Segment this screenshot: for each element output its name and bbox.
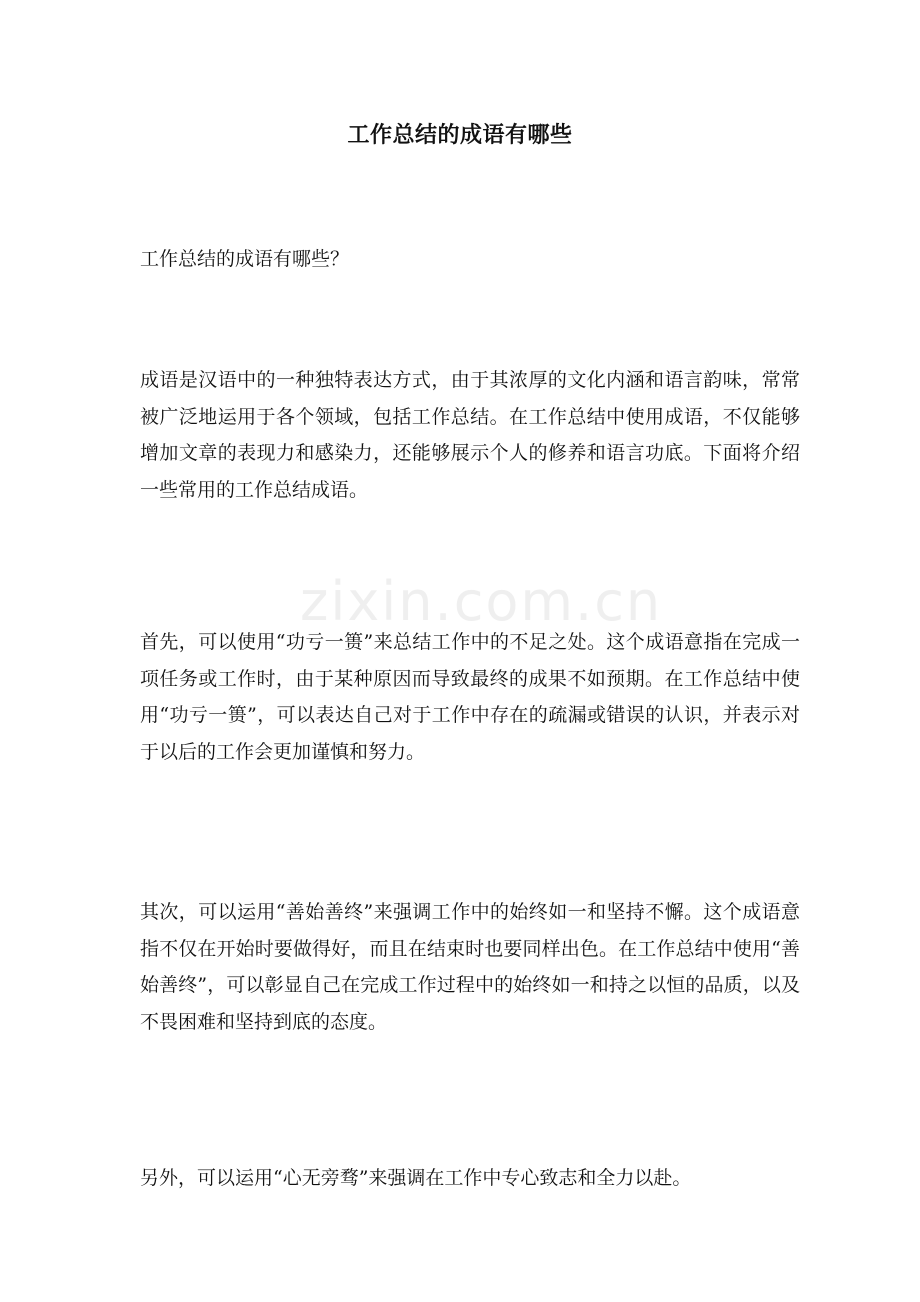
- paragraph-second-idiom: 其次，可以运用“善始善终”来强调工作中的始终如一和坚持不懈。这个成语意指不仅在开始时要做得好，而且在结束时也要同样出色。在工作总结中使用“善始善终”，可以彰显自己在完成工作过程中的始终如一和持之以恒的品质，以及不畏困难和坚持到底的态度。: [140, 901, 800, 1033]
- watermark-text: zixin.com.cn: [300, 570, 663, 633]
- paragraph-third-idiom: 另外，可以运用“心无旁骛”来强调在工作中专心致志和全力以赴。: [140, 1167, 692, 1189]
- document-subtitle: 工作总结的成语有哪些？: [140, 248, 350, 270]
- paragraph-intro: 成语是汉语中的一种独特表达方式，由于其浓厚的文化内涵和语言韵味，常常被广泛地运用于各个领域，包括工作总结。在工作总结中使用成语，不仅能够增加文章的表现力和感染力，还能够展示个人的修养和语言功底。下面将介绍一些常用的工作总结成语。: [140, 369, 800, 501]
- document-title: 工作总结的成语有哪些: [347, 122, 573, 148]
- paragraph-first-idiom: 首先，可以使用“功亏一篑”来总结工作中的不足之处。这个成语意指在完成一项任务或工作时，由于某种原因而导致最终的成果不如预期。在工作总结中使用“功亏一篑”，可以表达自己对于工作中存在的疏漏或错误的认识，并表示对于以后的工作会更加谨慎和努力。: [140, 631, 800, 763]
